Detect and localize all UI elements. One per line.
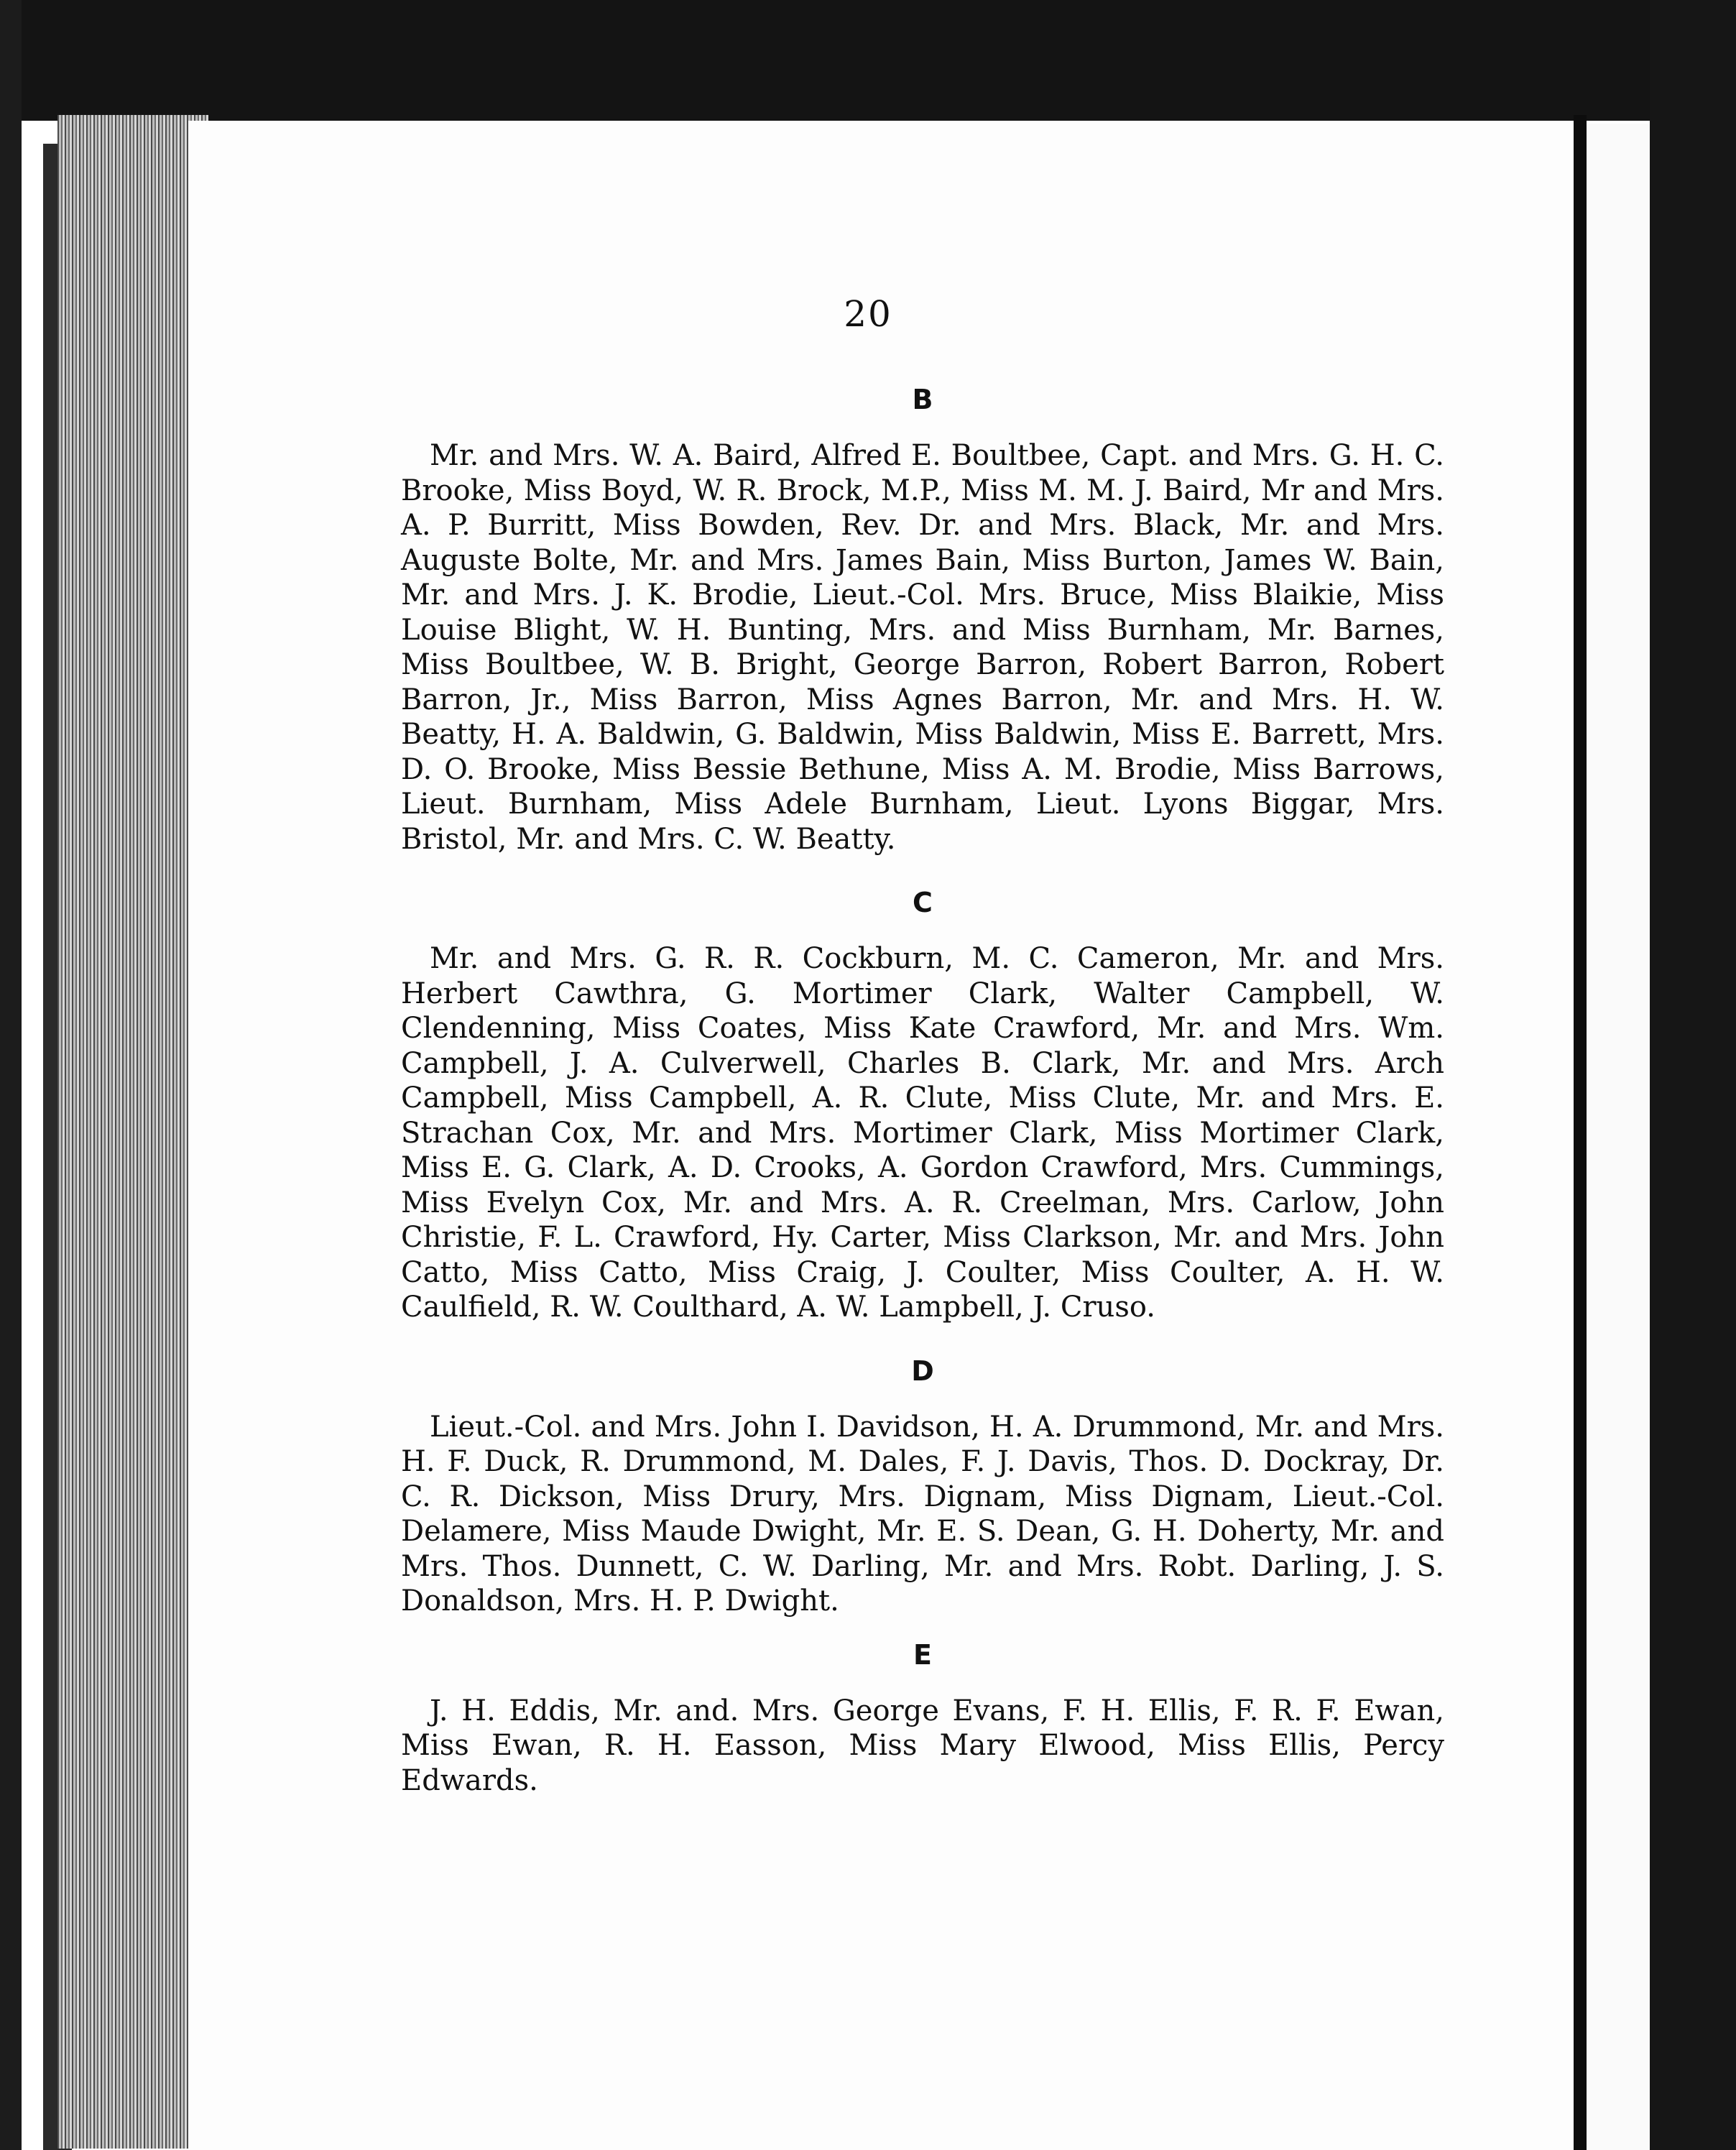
section-b xyxy=(401,379,1444,857)
book-page-edges xyxy=(57,115,208,2149)
section-names-paragraph: Mr. and Mrs. W. A. Baird, Alfred E. Boultbee, Capt. and Mrs. G. H. C. Brooke, Miss Boyd, W. R. Brock, M.P., Miss M. M. J. Baird, Mr and Mrs. A. P. Burritt, Miss Bowden, Rev. Dr. and Mrs. Black, Mr. and Mrs. Auguste Bolte, Mr. and Mrs. James Bain, Miss Burton, James W. Bain, Mr. and Mrs. J. K. Brodie, Lieut.-Col. Mrs. Bruce, Miss Blaikie, Miss Louise Blight, W. H. Bunting, Mrs. and Miss Burnham, Mr. Barnes, Miss Boultbee, W. B. Bright, George Barron, Robert Barron, Robert Barron, Jr., Miss Barron, Miss Agnes Barron, Mr. and Mrs. H. W. Beatty, H. A. Baldwin, G. Baldwin, Miss Baldwin, Miss E. Barrett, Mrs. D. O. Brooke, Miss Bessie Bethune, Miss A. M. Brodie, Miss Barrows, Lieut. Burnham, Miss Adele Burnham, Lieut. Lyons Biggar, Mrs. Bristol, Mr. and Mrs. C. W. Beatty. xyxy=(401,439,1444,856)
scan-top-border xyxy=(0,0,1736,121)
guest-list xyxy=(401,379,1444,1798)
section-letter-heading: C xyxy=(913,887,933,918)
section-letter-heading: D xyxy=(911,1355,934,1387)
next-page-edge xyxy=(1587,124,1650,2150)
book-gutter xyxy=(1574,115,1587,2150)
section-names-paragraph: J. H. Eddis, Mr. and. Mrs. George Evans, F. H. Ellis, F. R. F. Ewan, Miss Ewan, R. H. Easson, Miss Mary Elwood, Miss Ellis, Percy Edwards. xyxy=(401,1694,1444,1797)
page-number: 20 xyxy=(844,293,892,335)
section-e xyxy=(401,1635,1444,1799)
section-names-paragraph: Lieut.-Col. and Mrs. John I. Davidson, H. A. Drummond, Mr. and Mrs. H. F. Duck, R. Drummond, M. Dales, F. J. Davis, Thos. D. Dockray, Dr. C. R. Dickson, Miss Drury, Mrs. Dignam, Miss Dignam, Lieut.-Col. Delamere, Miss Maude Dwight, Mr. E. S. Dean, G. H. Doherty, Mr. and Mrs. Thos. Dunnett, C. W. Darling, Mr. and Mrs. Robt. Darling, J. S. Donaldson, Mrs. H. P. Dwight. xyxy=(401,1410,1444,1618)
section-letter-heading: B xyxy=(912,384,933,415)
section-letter-heading: E xyxy=(913,1638,932,1671)
section-d xyxy=(401,1351,1444,1619)
section-c xyxy=(401,882,1444,1325)
section-names-paragraph: Mr. and Mrs. G. R. R. Cockburn, M. C. Cameron, Mr. and Mrs. Herbert Cawthra, G. Mortimer Clark, Walter Campbell, W. Clendenning, Miss Coates, Miss Kate Crawford, Mr. and Mrs. Wm. Campbell, J. A. Culverwell, Charles B. Clark, Mr. and Mrs. Arch Campbell, Miss Campbell, A. R. Clute, Miss Clute, Mr. and Mrs. E. Strachan Cox, Mr. and Mrs. Mortimer Clark, Miss Mortimer Clark, Miss E. G. Clark, A. D. Crooks, A. Gordon Crawford, Mrs. Cummings, Miss Evelyn Cox, Mr. and Mrs. A. R. Creelman, Mrs. Carlow, John Christie, F. L. Crawford, Hy. Carter, Miss Clarkson, Mr. and Mrs. John Catto, Miss Catto, Miss Craig, J. Coulter, Miss Coulter, A. H. W. Caulfield, R. W. Coulthard, A. W. Lampbell, J. Cruso. xyxy=(401,942,1444,1324)
